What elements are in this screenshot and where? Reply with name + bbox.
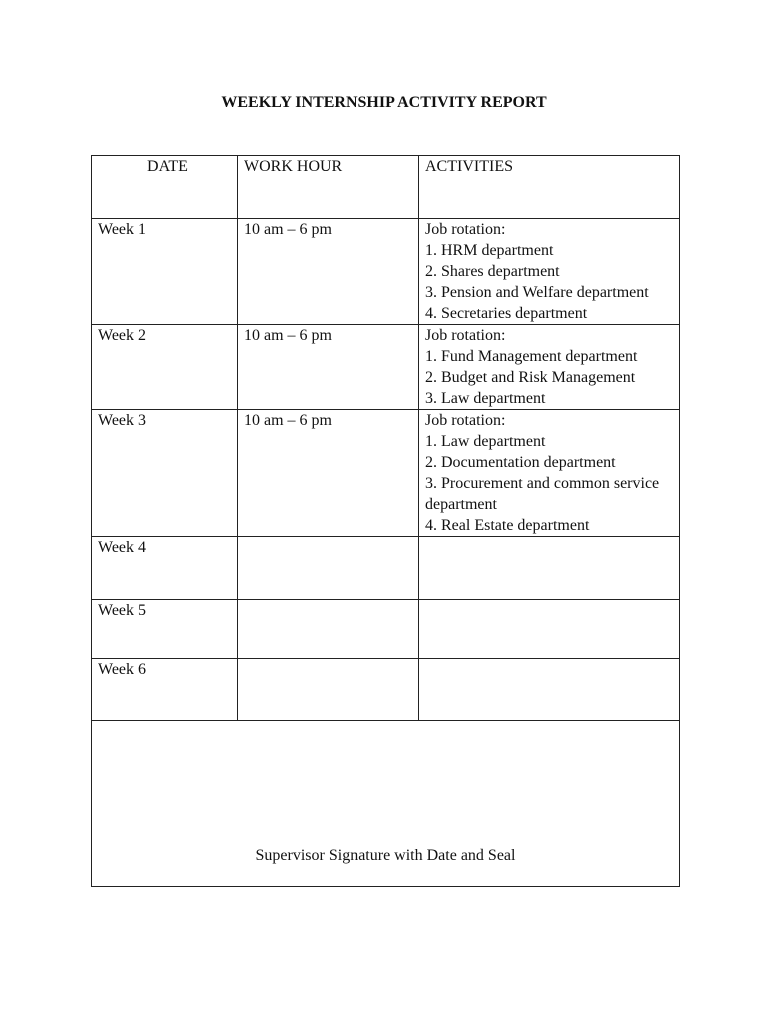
activities-cell <box>419 219 680 325</box>
date-cell <box>92 410 238 537</box>
table-row <box>92 659 680 721</box>
date-text: Week 5 <box>98 602 147 619</box>
work-hour-cell <box>238 410 419 537</box>
date-text: Week 1 <box>98 221 147 238</box>
activities-cell <box>419 600 680 659</box>
activity-line: 3. Pension and Welfare department <box>425 284 649 301</box>
date-text: Week 2 <box>98 327 147 344</box>
header-activities <box>419 156 680 219</box>
date-cell <box>92 659 238 721</box>
header-date <box>92 156 238 219</box>
date-text: Week 3 <box>98 412 147 429</box>
table-row <box>92 600 680 659</box>
table-row <box>92 410 680 537</box>
activity-line: 1. Law department <box>425 433 546 450</box>
activities-cell <box>419 325 680 410</box>
work-hour-text: 10 am – 6 pm <box>244 327 332 344</box>
table-row <box>92 537 680 600</box>
activity-line: 2. Shares department <box>425 263 560 280</box>
activity-line: 3. Law department <box>425 390 546 407</box>
table-header-row <box>92 156 680 219</box>
signature-cell <box>92 721 680 887</box>
date-text: Week 4 <box>98 539 147 556</box>
activities-cell <box>419 659 680 721</box>
date-cell <box>92 325 238 410</box>
activity-line: Job rotation: <box>425 327 506 344</box>
activity-line: 3. Procurement and common service department <box>425 475 660 513</box>
activities-cell <box>419 410 680 537</box>
signature-row <box>92 721 680 887</box>
activity-line: 2. Budget and Risk Management <box>425 369 636 386</box>
activity-line: 4. Secretaries department <box>425 305 588 322</box>
date-cell <box>92 600 238 659</box>
header-work-hour <box>238 156 419 219</box>
work-hour-text: 10 am – 6 pm <box>244 412 332 429</box>
date-text: Week 6 <box>98 661 147 678</box>
header-date-label: DATE <box>147 158 188 175</box>
activity-line: 4. Real Estate department <box>425 517 590 534</box>
activity-line: 1. HRM department <box>425 242 554 259</box>
page-title: WEEKLY INTERNSHIP ACTIVITY REPORT <box>221 94 547 111</box>
work-hour-cell <box>238 219 419 325</box>
work-hour-cell <box>238 600 419 659</box>
work-hour-cell <box>238 659 419 721</box>
work-hour-text: 10 am – 6 pm <box>244 221 332 238</box>
signature-label: Supervisor Signature with Date and Seal <box>255 847 516 864</box>
activity-line: Job rotation: <box>425 412 506 429</box>
date-cell <box>92 219 238 325</box>
activities-cell <box>419 537 680 600</box>
header-work-hour-label: WORK HOUR <box>244 158 343 175</box>
activity-line: Job rotation: <box>425 221 506 238</box>
table-row <box>92 325 680 410</box>
header-activities-label: ACTIVITIES <box>425 158 513 175</box>
date-cell <box>92 537 238 600</box>
work-hour-cell <box>238 325 419 410</box>
activity-line: 2. Documentation department <box>425 454 616 471</box>
activity-report-table <box>91 155 680 887</box>
table-row <box>92 219 680 325</box>
work-hour-cell <box>238 537 419 600</box>
activity-line: 1. Fund Management department <box>425 348 638 365</box>
